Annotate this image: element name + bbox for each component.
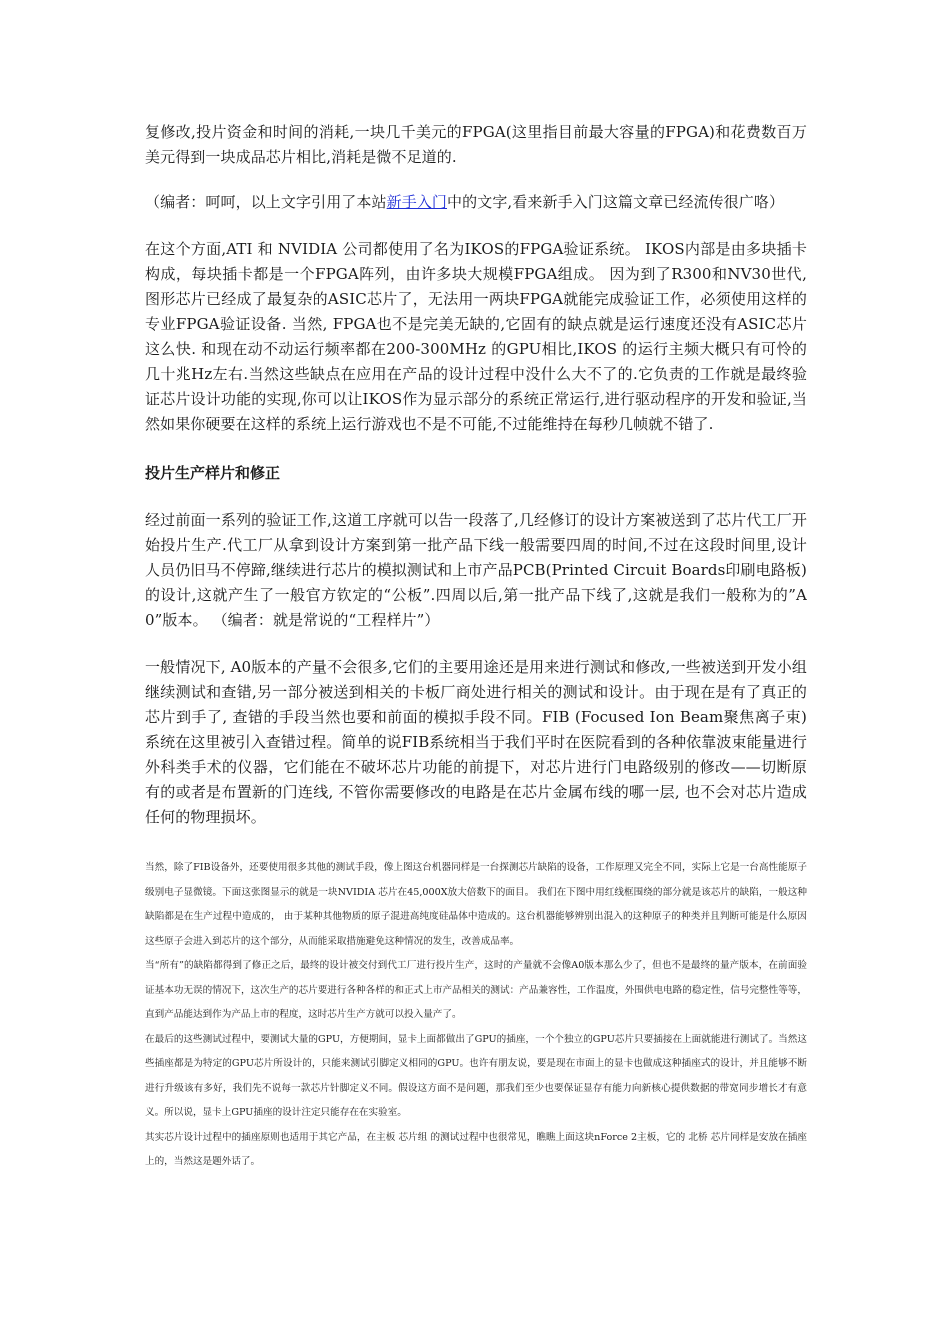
- paragraph-intro: 复修改,投片资金和时间的消耗,一块几千美元的FPGA(这里指目前最大容量的FPGA)和花费数百万美元得到一块成品芯片相比,消耗是微不足道的.: [145, 123, 807, 166]
- paragraph-ikos: 在这个方面,ATI 和 NVIDIA 公司都使用了名为IKOS的FPGA验证系统。 IKOS内部是由多块插卡构成，每块插卡都是一个FPGA阵列，由许多块大规模FPGA组成。 因为到了R300和NV30世代,图形芯片已经成了最复杂的ASIC芯片了，无法用一两块FPGA就能完成验证工作，必须使用这样的专业FPGA验证设备. 当然, FPGA也不是完美无缺的,它固有的缺点就是运行速度还没有ASIC芯片这么快. 和现在动不动运行频率都在200-300MHz 的GPU相比,IKOS 的运行主频大概只有可怜的几十兆Hz左右.当然这些缺点在应用在产品的设计过程中没什么大不了的.它负责的工作就是最终验证芯片设计功能的实现,你可以让IKOS作为显示部分的系统正常运行,进行驱动程序的开发和验证,当然如果你硬要在这样的系统上运行游戏也不是不可能,不过能维持在每秒几帧就不错了.: [145, 240, 807, 433]
- editor-note-text-before: （编者：呵呵，以上文字引用了本站: [145, 193, 387, 211]
- editor-note-text-after: 中的文字,看来新手入门这篇文章已经流传很广咯）: [447, 193, 785, 211]
- small-print-section: [145, 856, 807, 1175]
- small-paragraph-nforce: 其实芯片设计过程中的插座原则也适用于其它产品，在主板 芯片组 的测试过程中也很常见，瞧瞧上面这块nForce 2主板，它的 北桥 芯片同样是安放在插座上的，当然这是题外话了。: [145, 1131, 807, 1167]
- small-paragraph-sockets: 在最后的这些测试过程中，要测试大量的GPU，方便期间，显卡上面都做出了GPU的插座，一个个独立的GPU芯片只要插接在上面就能进行测试了。当然这些插座都是为特定的GPU芯片所设计的，只能来测试引脚定义相同的GPU。也许有朋友说，要是现在市面上的显卡也做成这种插座式的设计，并且能够不断进行升级该有多好，我们先不说每一款芯片针脚定义不同。假设这方面不是问题，那我们至少也要保证显存有能力向新核心提供数据的带宽同步增长才有意义。所以说，显卡上GPU插座的设计注定只能存在在实验室。: [145, 1033, 807, 1118]
- paragraph-a0-version: 一般情况下, A0版本的产量不会很多,它们的主要用途还是用来进行测试和修改,一些被送到开发小组继续测试和查错,另一部分被送到相关的卡板厂商处进行相关的测试和设计。由于现在是有了真正的芯片到手了, 查错的手段当然也要和前面的模拟手段不同。FIB (Focused Ion Beam聚焦离子束) 系统在这里被引入查错过程。简单的说FIB系统相当于我们平时在医院看到的各种依靠波束能量进行外科类手术的仪器，它们能在不破坏芯片功能的前提下，对芯片进行门电路级别的修改——切断原有的或者是布置新的门连线, 不管你需要修改的电路是在芯片金属布线的哪一层, 也不会对芯片造成任何的物理损坏。: [145, 658, 807, 826]
- paragraph-tapeout: 经过前面一系列的验证工作,这道工序就可以告一段落了,几经修订的设计方案被送到了芯片代工厂开始投片生产.代工厂从拿到设计方案到第一批产品下线一般需要四周的时间,不过在这段时间里,设计人员仍旧马不停蹄,继续进行芯片的模拟测试和上市产品PCB(Printed Circuit Boards印刷电路板) 的设计,这就产生了一般官方钦定的“公板”.四周以后,第一批产品下线了,这就是我们一般称为的”A0”版本。 （编者：就是常说的“工程样片”）: [145, 511, 807, 629]
- small-paragraph-testing: 当然，除了FIB设备外，还要使用很多其他的测试手段，像上图这台机器同样是一台探测芯片缺陷的设备，工作原理又完全不同，实际上它是一台高性能原子级别电子显微镜。下面这张图显示的就是一块NVIDIA 芯片在45,000X放大倍数下的面目。 我们在下图中用红线框围绕的部分就是该芯片的缺陷，一般这种缺陷都是在生产过程中造成的， 由于某种其他物质的原子混进高纯度硅晶体中造成的。这台机器能够辨别出混入的这种原子的种类并且判断可能是什么原因这些原子会进入到芯片的这个部分，从而能采取措施避免这种情况的发生，改善成品率。: [145, 862, 807, 947]
- section-heading: 投片生产样片和修正: [145, 464, 281, 482]
- small-paragraph-defects-fixed: 当“所有”的缺陷都得到了修正之后，最终的设计被交付到代工厂进行投片生产，这时的产量就不会像A0版本那么少了，但也不是最终的量产版本，在前面验证基本功无误的情况下，这次生产的芯片要进行各种各样的和正式上市产品相关的测试：产品兼容性，工作温度，外围供电电路的稳定性，信号完整性等等，直到产品能达到作为产品上市的程度，这时芯片生产方就可以投入量产了。: [145, 960, 807, 1020]
- newbie-guide-link[interactable]: 新手入门: [386, 193, 448, 211]
- document-page: [145, 120, 807, 1175]
- editor-note-paragraph: [145, 190, 807, 215]
